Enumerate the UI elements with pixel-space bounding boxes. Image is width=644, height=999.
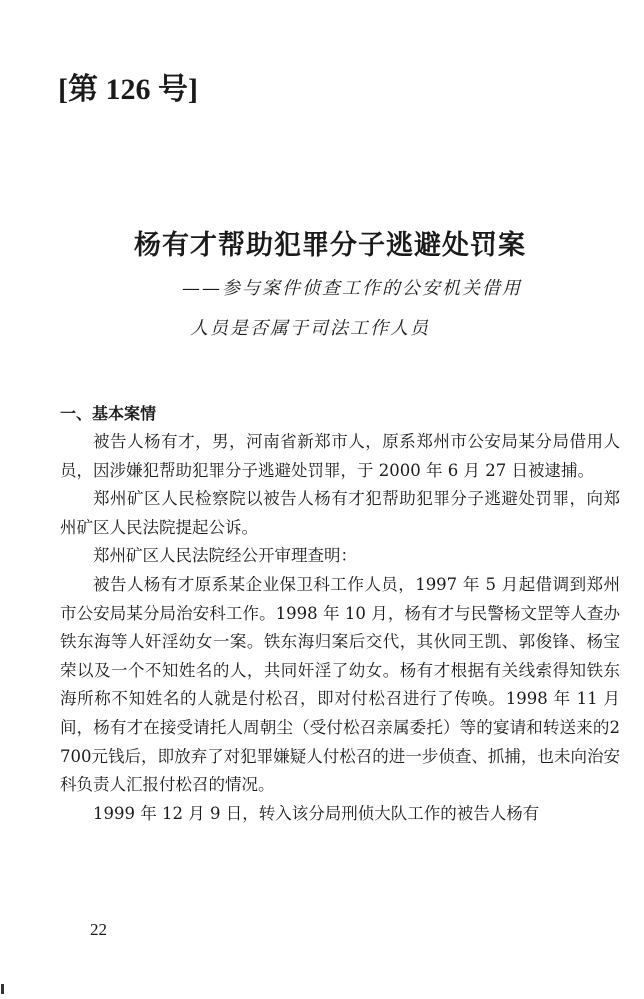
paragraph-facts: 被告人杨有才原系某企业保卫科工作人员，1997 年 5 月起借调到郑州市公安局某分局治安科工作。1998 年 10 月，杨有才与民警杨文罡等人查办铁东海等人奸淫幼女一案。铁东海归案后交代，其伙同王凯、郭俊锋、杨宝荣以及一个不知姓名的人，共同奸淫了幼女。杨有才根据有关线索得知铁东海所称不知姓名的人就是付松召，即对付松召进行了传唤。1998 年 11 月间，杨有才在接受请托人周朝尘（受付松召亲属委托）等的宴请和转送来的2 700元钱后，即放弃了对犯罪嫌疑人付松召的进一步侦查、抓捕，也未向治安科负责人汇报付松召的情况。	[60, 574, 620, 795]
subtitle-line-1: ——参与案件侦查工作的公安机关借用	[182, 278, 522, 299]
case-number: [第 126 号]	[58, 73, 198, 106]
body-text	[60, 428, 620, 828]
case-title: 杨有才帮助犯罪分子逃避处罚案	[134, 230, 526, 261]
subtitle-line-2: 人员是否属于司法工作人员	[190, 318, 430, 339]
paragraph-prosecution: 郑州矿区人民检察院以被告人杨有才犯帮助犯罪分子逃避处罚罪，向郑州矿区人民法院提起公诉。	[60, 489, 620, 537]
paragraph-defendant-info: 被告人杨有才，男，河南省新郑市人，原系郑州市公安局某分局借用人员，因涉嫌犯帮助犯罪分子逃避处罚罪，于 2000 年 6 月 27 日被逮捕。	[60, 432, 620, 480]
paragraph-court-findings-intro: 郑州矿区人民法院经公开审理查明：	[93, 546, 357, 566]
section-heading: 一、基本案情	[60, 404, 157, 423]
paragraph-continued: 1999 年 12 月 9 日，转入该分局刑侦大队工作的被告人杨有	[93, 803, 540, 823]
scan-edge-mark	[1, 984, 4, 994]
page-number: 22	[90, 920, 107, 939]
